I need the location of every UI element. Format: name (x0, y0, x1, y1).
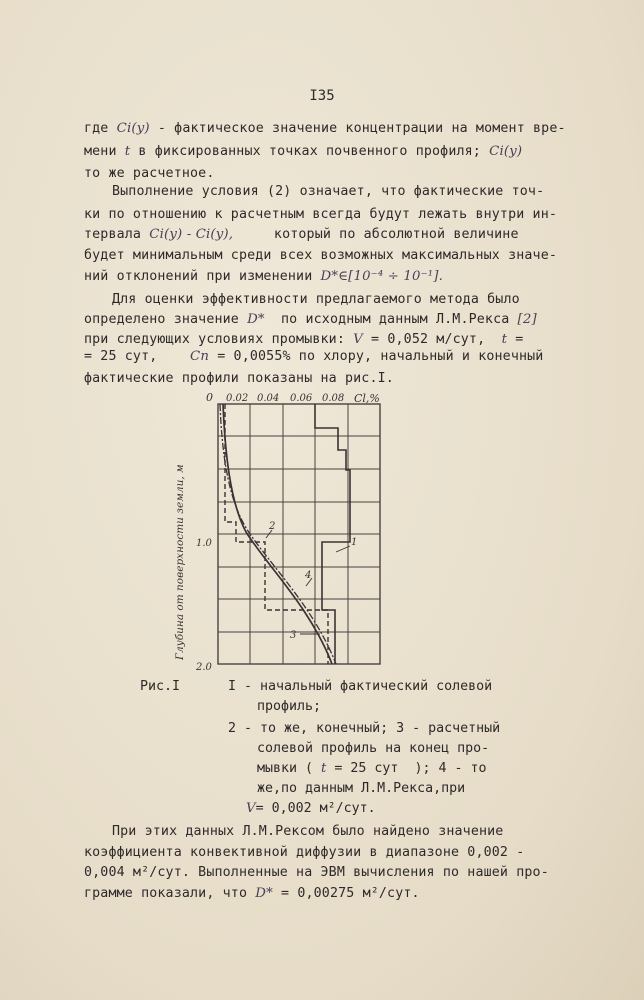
handwritten-t: t (124, 144, 131, 159)
p3-line-2 (84, 313, 537, 326)
caption-line-3: 2 - то же, конечный; 3 - расчетный (228, 721, 501, 736)
p2-line-1: Выполнение условия (2) означает, что фактические точ- (112, 184, 545, 199)
x-tick-label: 0.02 (226, 393, 249, 404)
p3-line-4 (84, 350, 543, 363)
text: = (507, 332, 524, 347)
handwritten-ref: [2] (517, 312, 537, 327)
text: = 0,052 м/сут, (362, 332, 502, 347)
text: мени (84, 144, 125, 159)
p4-line-2: коэффициента конвективной диффузии в диапазоне 0,002 - (84, 845, 525, 860)
p2-line-2: ки по отношению к расчетным всегда будут лежать внутри ин- (84, 207, 558, 222)
text: мывки ( (257, 761, 322, 776)
text: = 25 сут, (84, 349, 191, 364)
p4-line-3: 0,004 м²/сут. Выполненные на ЭВМ вычисления по нашей про- (84, 865, 549, 880)
p1-line-3: то же расчетное. (84, 166, 215, 181)
x-axis-unit: Cl,% (354, 392, 380, 405)
y-axis-label: Глубина от поверхности земли, м (174, 464, 186, 660)
text: определено значение (84, 312, 248, 327)
text: = 0,002 м²/сут. (255, 801, 376, 816)
handwritten-v-2: V (246, 801, 256, 816)
text: который по абсолютной величине (233, 227, 519, 242)
p2-line-4: будет минимальным среди всех возможных максимальных значе- (84, 248, 558, 263)
y-tick-label: 1.0 (196, 538, 212, 549)
handwritten-d-range: D*∈[10⁻⁴ ÷ 10⁻¹]. (320, 269, 443, 284)
figure-label: Рис.I (140, 679, 181, 694)
text: в фиксированных точках почвенного профиля; (130, 144, 490, 159)
curve-label: 1 (351, 537, 358, 548)
text: = 0,00275 м²/сут. (272, 886, 420, 901)
handwritten-ci-2: Ci(y) (489, 144, 523, 159)
handwritten-cn: Cп (190, 349, 210, 364)
p2-line-5 (84, 270, 443, 283)
curve-label: 2 (269, 521, 276, 532)
handwritten-ci: Ci(y) (116, 121, 150, 136)
text: - фактическое значение концентрации на момент вре- (149, 121, 566, 136)
text: = 25 сут ); 4 - то (326, 761, 487, 776)
p1-line-2 (84, 145, 522, 158)
handwritten-t-2: t (501, 332, 508, 347)
text: тервала (84, 227, 150, 242)
text: ний отклонений при изменении (84, 269, 321, 284)
caption-line-6: же,по данным Л.М.Рекса,при (257, 781, 466, 796)
y-tick-label: 2.0 (196, 662, 212, 672)
p1-line-1 (84, 122, 566, 135)
caption-line-1: I - начальный фактический солевой (228, 679, 493, 694)
handwritten-d: D* (247, 312, 265, 327)
page-number: I35 (309, 88, 335, 104)
x-tick-label: 0.04 (257, 393, 280, 404)
text: грамме показали, что (84, 886, 256, 901)
x-tick-label: 0.08 (322, 393, 345, 404)
p3-line-5: фактические профили показаны на рис.I. (84, 371, 394, 386)
caption-line-2: профиль; (257, 699, 322, 714)
caption-line-5 (257, 762, 487, 775)
curve-label: 4 (305, 570, 312, 581)
p4-line-1: При этих данных Л.М.Рексом было найдено значение (112, 824, 504, 839)
caption-line-4: солевой профиль на конец про- (257, 741, 490, 756)
text: = 0,0055% по хлору, начальный и конечный (209, 349, 544, 364)
p2-line-3 (84, 228, 519, 241)
p3-line-3 (84, 333, 523, 346)
text: при следующих условиях промывки: (84, 332, 354, 347)
x-axis-zero: 0 (206, 392, 213, 404)
handwritten-d-2: D* (255, 886, 273, 901)
handwritten-interval: Ci(y) - Ci(y), (149, 227, 234, 242)
caption-line-7 (246, 802, 376, 815)
text: где (84, 121, 117, 136)
figure-grid (218, 404, 380, 664)
handwritten-v: V (353, 332, 363, 347)
p4-line-4 (84, 887, 420, 900)
text: по исходным данным Л.М.Рекса (264, 312, 518, 327)
salt-profile-figure (150, 392, 410, 672)
p3-line-1: Для оценки эффективности предлагаемого метода было (112, 292, 520, 307)
handwritten-t-3: t (321, 761, 327, 776)
x-tick-label: 0.06 (290, 393, 313, 404)
curve-label: 3 (290, 630, 297, 641)
